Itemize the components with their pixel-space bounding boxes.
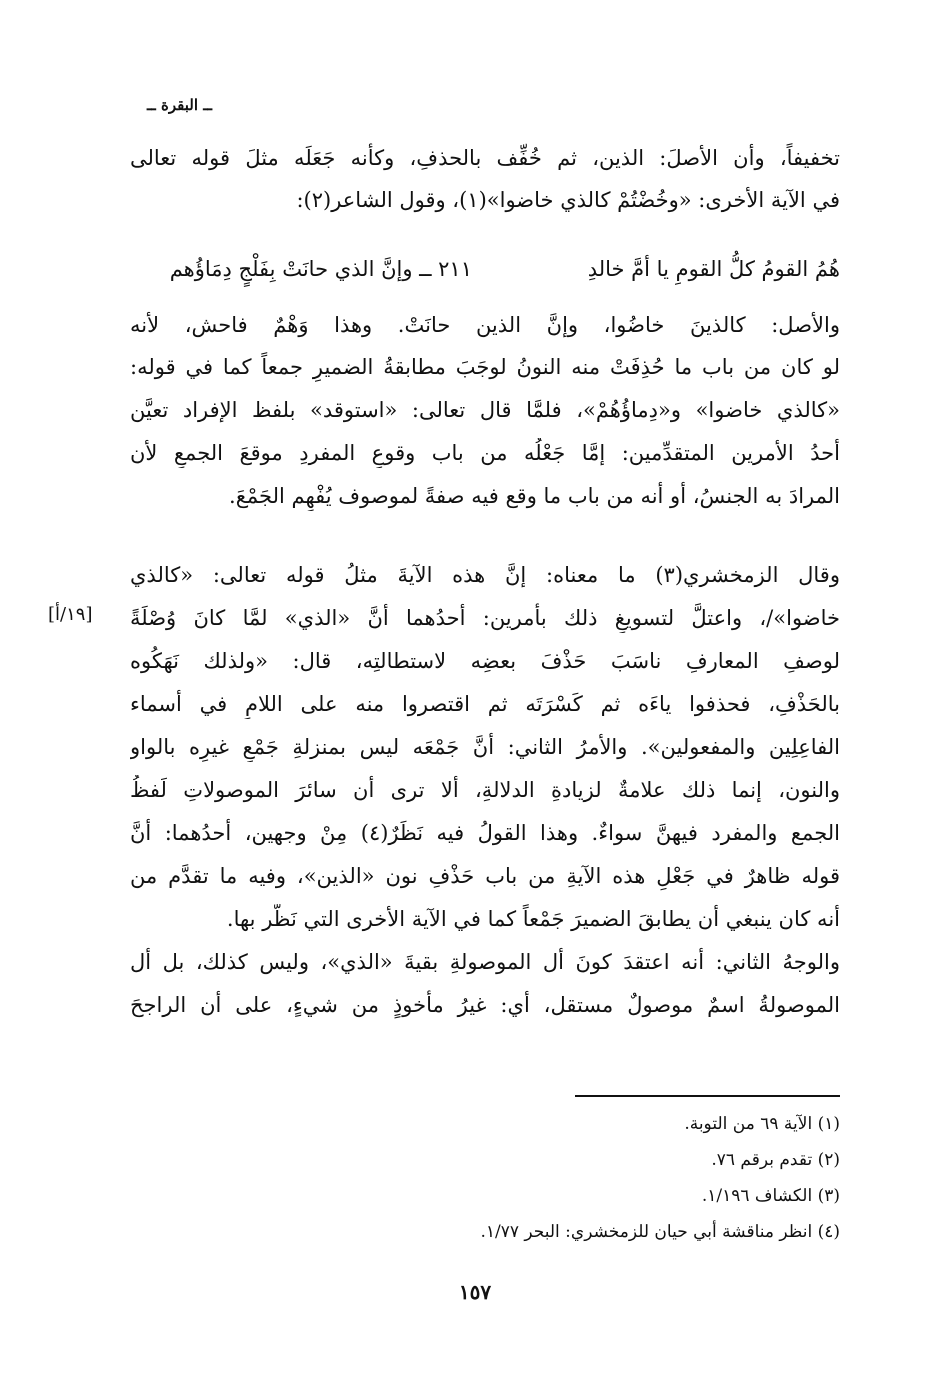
text-line: المرادَ به الجنسُ، أو أنه من باب ما وقع فيه صفةً لموصوف يُفْهِم الجَمْعَ. [229, 484, 840, 508]
text-line: قوله ظاهرٌ في جَعْلِ هذه الآيةِ من باب حَذْفِ نون «الذين»، وفيه ما تقدَّم من [130, 864, 840, 888]
text-line: في الآية الأخرى: «وخُضْتُمْ كالذي خاضوا»(١)، وقول الشاعر(٢): [296, 188, 840, 212]
text-line: تخفيفاً، وأن الأصلَ: الذين، ثم خُفِّف بالحذفِ، وكأنه جَعَلَه مثلَ قوله تعالى [130, 146, 840, 170]
page-number: ١٥٧ [458, 1280, 492, 1304]
text-line: الفاعِلِين والمفعولين». والأمرُ الثاني: أنَّ جَمْعَه ليس بمنزلةِ جَمْعِ غيرِه بالواو [130, 735, 840, 759]
footnote: (١) الآية ٦٩ من التوبة. [684, 1114, 840, 1134]
text-line: لوصفِ المعارفِ ناسَبَ حَذْفَ بعضِه لاستطالتِه، قال: «ولذلك نَهَكُوه [130, 649, 840, 673]
footnote: (٤) انظر مناقشة أبي حيان للزمخشري: البحر ١/٧٧. [480, 1222, 840, 1242]
text-line: الموصولةُ اسمٌ موصولٌ مستقل، أي: غيرُ مأخوذٍ من شيءٍ، على أن الراجحَ [130, 993, 840, 1017]
text-line: والأصل: كالذينَ خاضُوا، وإنَّ الذين حانَتْ. وهذا وَهْمٌ فاحش، لأنه [130, 313, 840, 337]
text-line: الجمع والمفرد فيهنَّ سواءٌ. وهذا القولُ فيه نَظَرٌ(٤) مِنْ وجهين، أحدُهما: أنَّ [130, 821, 840, 845]
running-header: ــ البقرة ــ [146, 96, 212, 114]
footnote-divider [575, 1095, 840, 1097]
text-line: والوجهُ الثاني: أنه اعتقدَ كونَ أل الموصولةِ بقيةَ «الذي»، وليس كذلك، بل أل [130, 950, 840, 974]
text-line: والنون، إنما ذلك علامةٌ لزيادةِ الدلالةِ، ألا ترى أن سائرَ الموصولاتِ لَفظُ [130, 778, 840, 802]
text-line: خاضوا»/، واعتلَّ لتسويغِ ذلك بأمرين: أحدُهما أنَّ «الذي» لمَّا كانَ وُصْلَةً [130, 606, 840, 630]
text-line: «كالذي خاضوا» و«دِماؤُهُمْ»، فلمَّا قال تعالى: «استوقد» بلفظ الإفراد تعيَّن [130, 398, 840, 422]
verse-first-hemistich: ٢١١ ــ وإنَّ الذي حانَتْ بِفَلْجٍ دِمَاؤُهم [169, 257, 472, 281]
footnote: (٢) تقدم برقم ٧٦. [711, 1150, 840, 1170]
text-line: أنه كان ينبغي أن يطابقَ الضميرَ جَمْعاً كما في الآية الأخرى التي نَظَّر بها. [226, 907, 840, 931]
footnote: (٣) الكشاف ١/١٩٦. [701, 1186, 840, 1206]
text-line: بالحَذْفِ، فحذفوا ياءَه ثم كَسْرَتَه ثم اقتصروا منه على اللامِ في أسماء [130, 692, 840, 716]
text-line: وقال الزمخشري(٣) ما معناه: إنَّ هذه الآيةَ مثلُ قوله تعالى: «كالذي [130, 563, 840, 587]
text-line: أحدُ الأمرين المتقدِّمين: إمَّا جَعْلُه من باب وقوعِ المفردِ موقعَ الجمعِ لأن [130, 441, 840, 465]
text-line: لو كان من باب ما حُذِفَتْ منه النونُ لوجَبَ مطابقةُ الضميرِ جمعاً كما في قوله: [130, 355, 840, 379]
verse-second-hemistich: هُمُ القومُ كلُّ القومِ يا أمَّ خالدِ [587, 257, 840, 281]
manuscript-folio-marker: [١٩/أ] [48, 604, 93, 625]
